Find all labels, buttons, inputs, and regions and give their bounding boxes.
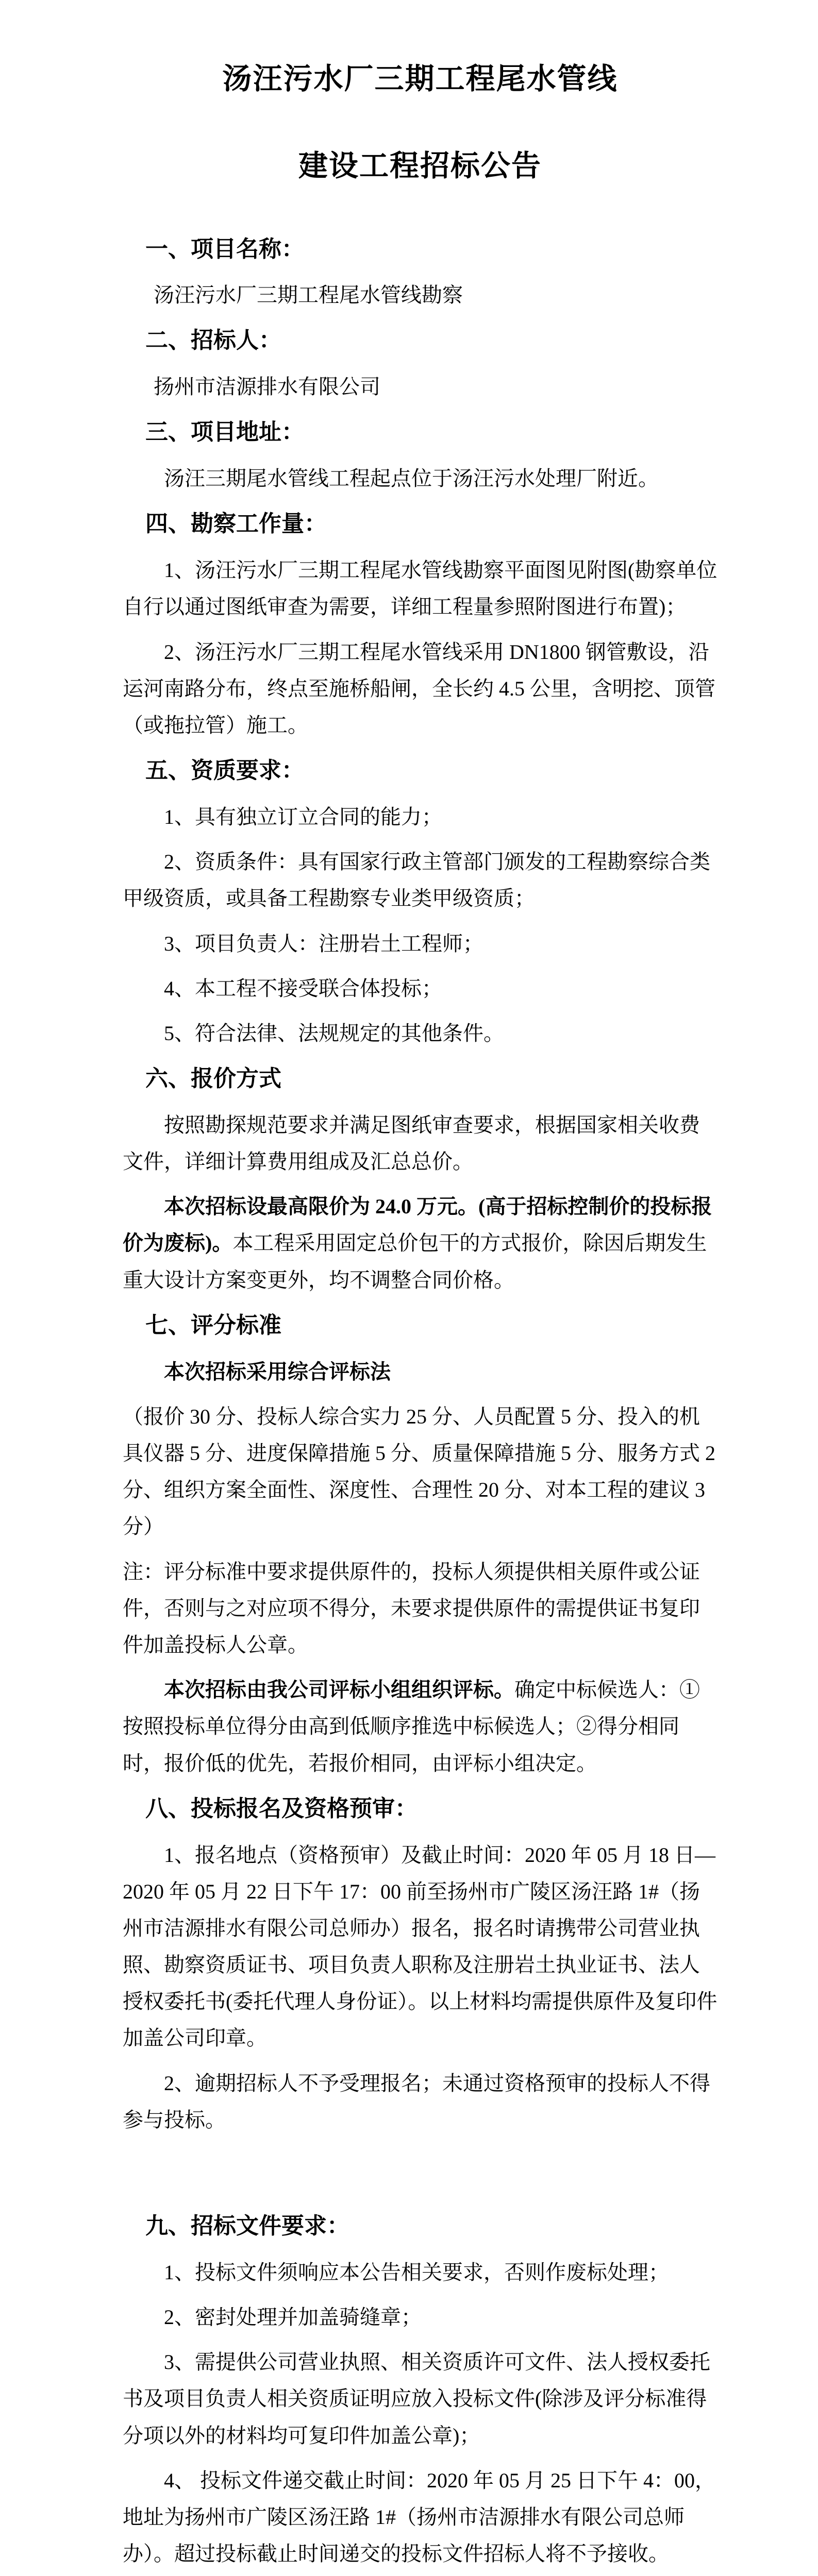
section-5-item-4: 4、本工程不接受联合体投标； [164, 976, 442, 1000]
section-8-item-1: 1、报名地点（资格预审）及截止时间：2020 年 05 月 18 日—2020 年 05 月 22 日下午 17：00 前至扬州市广陵区汤汪路 1#（扬州市洁源排水有限公司总师办）报名，报名时请携带公司营业执照、勘察资质证书、项目负责人职称及注册岩土执业证书、法人授权委托书(委托代理人身份证）。以上材料均需提供原件及复印件加盖公司印章。 [123, 1843, 717, 2050]
blank-spacer [123, 2146, 717, 2204]
fixed-price-statement: 本工程采用固定总价包干的方式报价，除因后期发生重大设计方案变更外，均不调整合同价格。 [123, 1231, 707, 1292]
section-1-project-name-body: 汤汪污水厂三期工程尾水管线勘察 [154, 283, 463, 307]
section-6-paragraph-2 [123, 1188, 717, 1298]
section-8-registration-prequalification-heading: 八、投标报名及资格预审： [145, 1795, 418, 1821]
section-7-evaluation-method: 本次招标采用综合评标法 [164, 1360, 391, 1383]
section-9-item-2: 2、密封处理并加盖骑缝章； [164, 2305, 422, 2329]
section-7-scoring-criteria-heading: 七、评分标准 [145, 1312, 281, 1338]
section-5-item-2: 2、资质条件：具有国家行政主管部门颁发的工程勘察综合类甲级资质，或具备工程勘察专业类甲级资质； [123, 850, 710, 910]
evaluation-team-statement: 本次招标由我公司评标小组组织评标。 [164, 1678, 514, 1702]
document-title-line2: 建设工程招标公告 [298, 150, 542, 183]
section-9-item-3: 3、需提供公司营业执照、相关资质许可文件、法人授权委托书及项目负责人相关资质证明应放入投标文件(除涉及评分标准得分项以外的材料均可复印件加盖公章)； [123, 2350, 710, 2447]
section-1-project-name-heading: 一、项目名称： [145, 236, 304, 262]
winner-selection-rules: 确定中标候选人：①按照投标单位得分由高到低顺序推选中标候选人；②得分相同时，报价低的优先，若报价相同，由评标小组决定。 [123, 1678, 700, 1775]
section-6-quotation-method-heading: 六、报价方式 [145, 1066, 281, 1092]
section-9-item-4: 4、 投标文件递交截止时间：2020 年 05 月 25 日下午 4：00，地址为扬州市广陵区汤汪路 1#（扬州市洁源排水有限公司总师办）。超过投标截止时间递交的投标文件招标人将不予接收。 [123, 2468, 715, 2566]
section-2-tenderee-body: 扬州市洁源排水有限公司 [154, 375, 380, 399]
section-5-item-5: 5、符合法律、法规规定的其他条件。 [164, 1021, 504, 1045]
section-4-item-2: 2、汤汪污水厂三期工程尾水管线采用 DN1800 钢管敷设，沿运河南路分布，终点至施桥船闸，全长约 4.5 公里，含明挖、顶管（或拖拉管）施工。 [123, 640, 715, 737]
section-7-score-breakdown: （报价 30 分、投标人综合实力 25 分、人员配置 5 分、投入的机具仪器 5 分、进度保障措施 5 分、质量保障措施 5 分、服务方式 2 分、组织方案全面性、深度性、合理性 20 分、对本工程的建议 3 分） [123, 1404, 715, 1538]
section-3-project-address-heading: 三、项目地址： [145, 419, 304, 445]
section-8-item-2: 2、逾期招标人不予受理报名；未通过资格预审的投标人不得参与投标。 [123, 2071, 710, 2131]
section-5-item-3: 3、项目负责人：注册岩土工程师； [164, 931, 483, 955]
section-3-project-address-body: 汤汪三期尾水管线工程起点位于汤汪污水处理厂附近。 [164, 467, 659, 490]
section-4-item-1: 1、汤汪污水厂三期工程尾水管线勘察平面图见附图(勘察单位自行以通过图纸审查为需要，详细工程量参照附图进行布置)； [123, 558, 717, 619]
section-9-item-1: 1、投标文件须响应本公告相关要求，否则作废标处理； [164, 2260, 669, 2284]
document-title-line1: 汤汪污水厂三期工程尾水管线 [222, 63, 618, 95]
section-5-qualification-requirements-heading: 五、资质要求： [145, 758, 304, 784]
section-9-bid-document-requirements-heading: 九、招标文件要求： [145, 2213, 349, 2239]
section-5-item-1: 1、具有独立订立合同的能力； [164, 805, 442, 828]
section-7-paragraph-3 [123, 1671, 717, 1782]
section-2-tenderee-heading: 二、招标人： [145, 328, 281, 353]
section-4-survey-workload-heading: 四、勘察工作量： [145, 511, 327, 537]
max-price-limit-statement: 本次招标设最高限价为 24.0 万元。(高于招标控制价的投标报价为废标)。 [123, 1195, 712, 1255]
section-6-paragraph-1: 按照勘探规范要求并满足图纸审查要求，根据国家相关收费文件，详细计算费用组成及汇总总价。 [123, 1113, 700, 1174]
section-7-note: 注：评分标准中要求提供原件的，投标人须提供相关原件或公证件，否则与之对应项不得分，未要求提供原件的需提供证书复印件加盖投标人公章。 [123, 1560, 700, 1656]
